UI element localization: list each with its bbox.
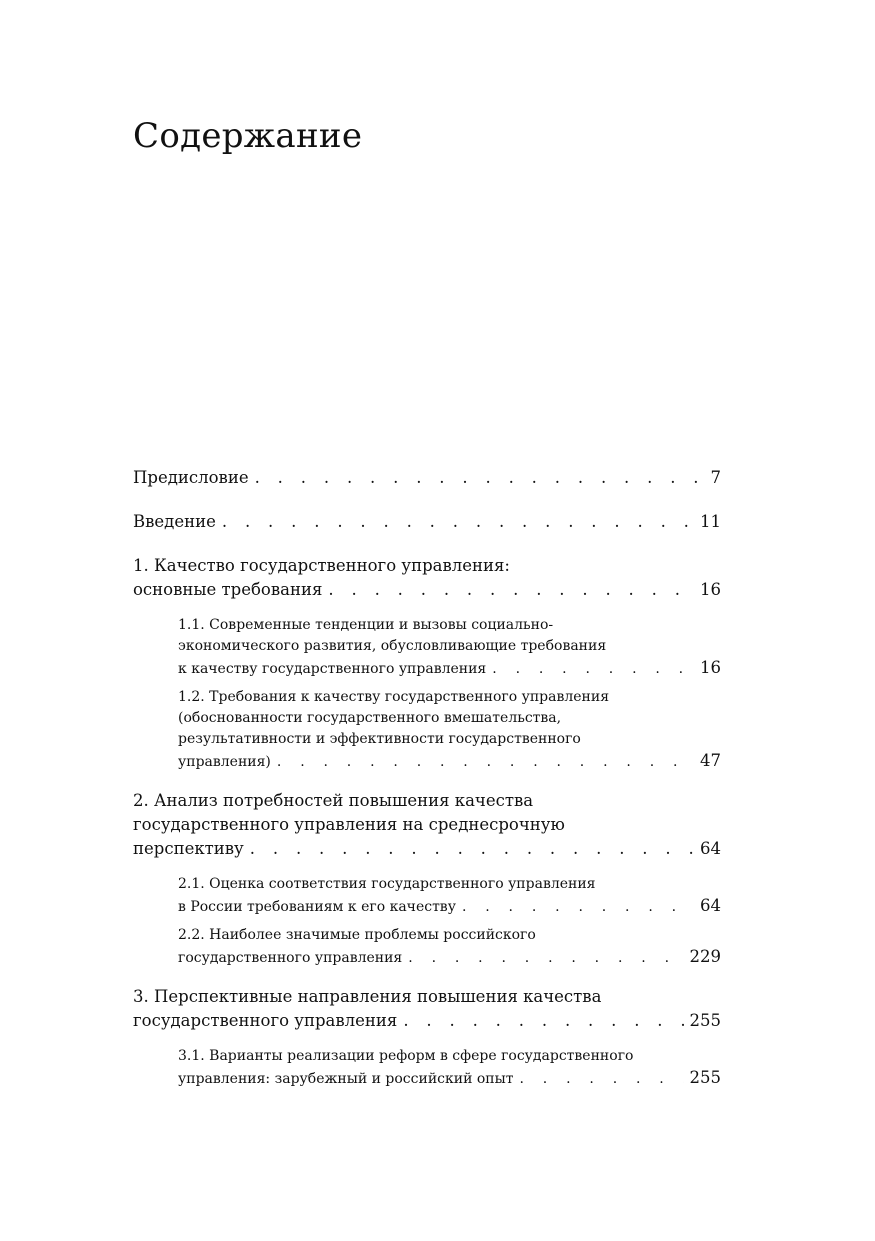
toc-entry-section-2-2[interactable] [178,925,721,969]
table-of-contents [133,466,721,1090]
toc-entry-introduction[interactable] [133,510,721,534]
dot-leader [408,948,683,969]
toc-entry-title-line: (обоснованности государственного вмешательства, [178,710,562,726]
dot-leader [328,578,694,602]
toc-entry-title-line: 2. Анализ потребностей повышения качества [133,791,534,810]
dot-leader [462,897,694,918]
toc-entry-title-line: государственного управления на среднесрочную [133,815,565,834]
toc-page-number: 7 [710,468,721,487]
toc-entry-section-2-1[interactable] [178,874,721,918]
toc-page-number: 255 [689,1068,721,1087]
toc-entry-title-line: 2.2. Наиболее значимые проблемы российского [178,927,536,943]
toc-entry-title-line: результативности и эффективности государственного [178,731,581,747]
toc-page-number: 11 [700,512,721,531]
toc-entry-preface[interactable] [133,466,721,490]
toc-entry-title-line: 1. Качество государственного управления: [133,556,510,575]
toc-page-number: 229 [689,947,721,966]
toc-page-number: 255 [689,1011,721,1030]
toc-entry-title: Предисловие [133,468,249,487]
toc-entry-title-line: 1.2. Требования к качеству государственного управления [178,689,610,705]
toc-entry-title: Введение [133,512,216,531]
toc-entry-title: государственного управления [133,1011,398,1030]
page-title: Содержание [133,116,363,156]
toc-entry-chapter-2[interactable] [133,789,721,861]
toc-entry-section-3-1[interactable] [178,1046,721,1090]
dot-leader [250,837,694,861]
toc-entry-title: в России требованиям к его качеству [178,899,456,915]
toc-page-number: 16 [700,658,721,677]
toc-entry-section-1-2[interactable] [178,687,721,773]
toc-entry-title: к качеству государственного управления [178,661,487,677]
toc-entry-title-line: 3. Перспективные направления повышения качества [133,987,602,1006]
toc-entry-title: перспективу [133,839,244,858]
toc-entry-chapter-1[interactable] [133,554,721,602]
dot-leader [222,510,694,534]
toc-entry-title: управления) [178,754,271,770]
toc-page-number: 47 [700,751,721,770]
toc-page-number: 64 [700,839,721,858]
toc-entry-section-1-1[interactable] [178,615,721,680]
toc-page-number: 16 [700,580,721,599]
toc-entry-title-line: 3.1. Варианты реализации реформ в сфере государственного [178,1048,634,1064]
dot-leader [403,1009,683,1033]
toc-entry-chapter-3[interactable] [133,985,721,1033]
toc-entry-title: государственного управления [178,950,403,966]
toc-entry-title-line: экономического развития, обусловливающие требования [178,638,607,654]
dot-leader [255,466,697,490]
dot-leader [277,752,694,773]
toc-entry-title: основные требования [133,580,323,599]
toc-entry-title: управления: зарубежный и российский опыт [178,1071,514,1087]
toc-page-number: 64 [700,896,721,915]
toc-entry-title-line: 1.1. Современные тенденции и вызовы социально- [178,617,554,633]
dot-leader [520,1069,684,1090]
dot-leader [492,659,694,680]
toc-entry-title-line: 2.1. Оценка соответствия государственного управления [178,876,596,892]
